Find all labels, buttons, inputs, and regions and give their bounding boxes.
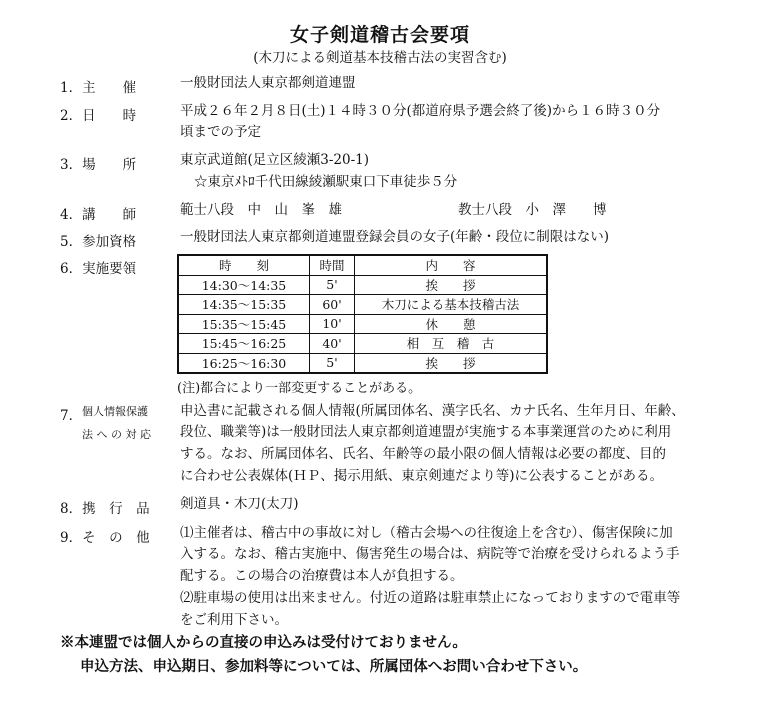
item-value-line: ⑵駐車場の使用は出来ません。付近の道路は駐車禁止になっておりますので電車等 — [180, 590, 681, 606]
cell-content: 相 互 稽 古 — [355, 334, 548, 354]
schedule-note: (注)都合により一部変更することがある。 — [177, 381, 422, 396]
cell-duration: 40' — [310, 334, 355, 354]
item-value-line: ☆東京ﾒﾄﾛ千代田線綾瀬駅東口下車徒歩５分 — [194, 174, 458, 190]
item-label: 個人情報保護 — [82, 405, 148, 418]
cell-content: 休 憩 — [355, 314, 548, 334]
table-row — [178, 334, 547, 354]
instructor-2: 教士八段 小 澤 博 — [458, 202, 607, 218]
cell-content: 挨 拶 — [355, 353, 548, 373]
cell-time: 15:45～16:25 — [178, 334, 310, 354]
table-row — [178, 353, 547, 373]
table-row — [178, 275, 547, 295]
column-header-duration: 時間 — [310, 255, 355, 275]
item-label: 2．日 時 — [60, 108, 137, 124]
item-value: 剣道具・木刀(太刀) — [180, 496, 299, 512]
cell-content: 木刀による基本技稽古法 — [355, 295, 548, 315]
cell-duration: 10' — [310, 314, 355, 334]
column-header-content: 内 容 — [355, 255, 548, 275]
item-label: 8．携 行 品 — [60, 501, 150, 517]
item-value: 一般財団法人東京都剣道連盟 — [180, 75, 356, 91]
item-value-line: ⑴主催者は、稽古中の事故に対し（稽古会場への往復途上を含む）、傷害保険に加 — [180, 525, 673, 541]
item-value-line: 平成２６年２月８日(土)１４時３０分(都道府県予選会終了後)から１６時３０分 — [180, 103, 661, 119]
cell-time: 14:30～14:35 — [178, 275, 310, 295]
table-header-row — [178, 255, 547, 275]
cell-time: 14:35～15:35 — [178, 295, 310, 315]
cell-duration: 5' — [310, 275, 355, 295]
footer-instructions: 申込方法、申込期日、参加料等については、所属団体へお問い合わせ下さい。 — [80, 658, 588, 675]
cell-time: 16:25～16:30 — [178, 353, 310, 373]
item-value-line: 配する。この場合の治療費は本人が負担する。 — [180, 568, 464, 584]
schedule-table — [177, 254, 548, 374]
item-label-number: 7． — [60, 408, 83, 424]
column-header-time: 時 刻 — [178, 255, 310, 275]
instructor-1: 範士八段 中 山 峯 雄 — [180, 202, 342, 218]
item-value-line: 東京武道館(足立区綾瀬3-20-1) — [180, 152, 370, 168]
item-label: 1．主 催 — [60, 80, 137, 96]
item-value-line: 入する。なお、稽古実施中、傷害発生の場合は、病院等で治療を受けられるよう手 — [180, 546, 680, 562]
item-value-line: 頃までの予定 — [180, 124, 261, 140]
footer-notice: ※本連盟では個人からの直接の申込みは受付けておりません。 — [60, 634, 467, 651]
item-label: 6．実施要領 — [60, 261, 137, 277]
cell-time: 15:35～15:45 — [178, 314, 310, 334]
item-label: 法 へ の 対 応 — [82, 428, 151, 441]
item-value-line: 段位、職業等)は一般財団法人東京都剣道連盟が実施する本事業運営のために利用 — [180, 424, 672, 440]
item-label: 4．講 師 — [60, 207, 137, 223]
cell-duration: 60' — [310, 295, 355, 315]
table-row — [178, 295, 547, 315]
item-label: 3．場 所 — [60, 157, 137, 173]
item-value-line: 申込書に記載される個人情報(所属団体名、漢字氏名、カナ氏名、生年月日、年齢、 — [180, 403, 685, 419]
cell-content: 挨 拶 — [355, 275, 548, 295]
item-value-line: に合わせ公表媒体(ＨＰ、掲示用紙、東京剣連だより等)に公表することがある。 — [180, 468, 664, 484]
cell-duration: 5' — [310, 353, 355, 373]
table-row — [178, 314, 547, 334]
document-title: 女子剣道稽古会要項 — [289, 24, 470, 46]
item-label: 5．参加資格 — [60, 234, 137, 250]
item-value: 一般財団法人東京都剣道連盟登録会員の女子(年齢・段位に制限はない) — [180, 229, 610, 245]
item-value-line: する。なお、所属団体名、氏名、年齢等の最小限の個人情報は必要の都度、目的 — [180, 446, 666, 462]
item-label: 9．そ の 他 — [60, 530, 150, 546]
item-value-line: をご利用下さい。 — [180, 612, 288, 628]
document-subtitle: (木刀による剣道基本技稽古法の実習含む) — [253, 50, 507, 66]
